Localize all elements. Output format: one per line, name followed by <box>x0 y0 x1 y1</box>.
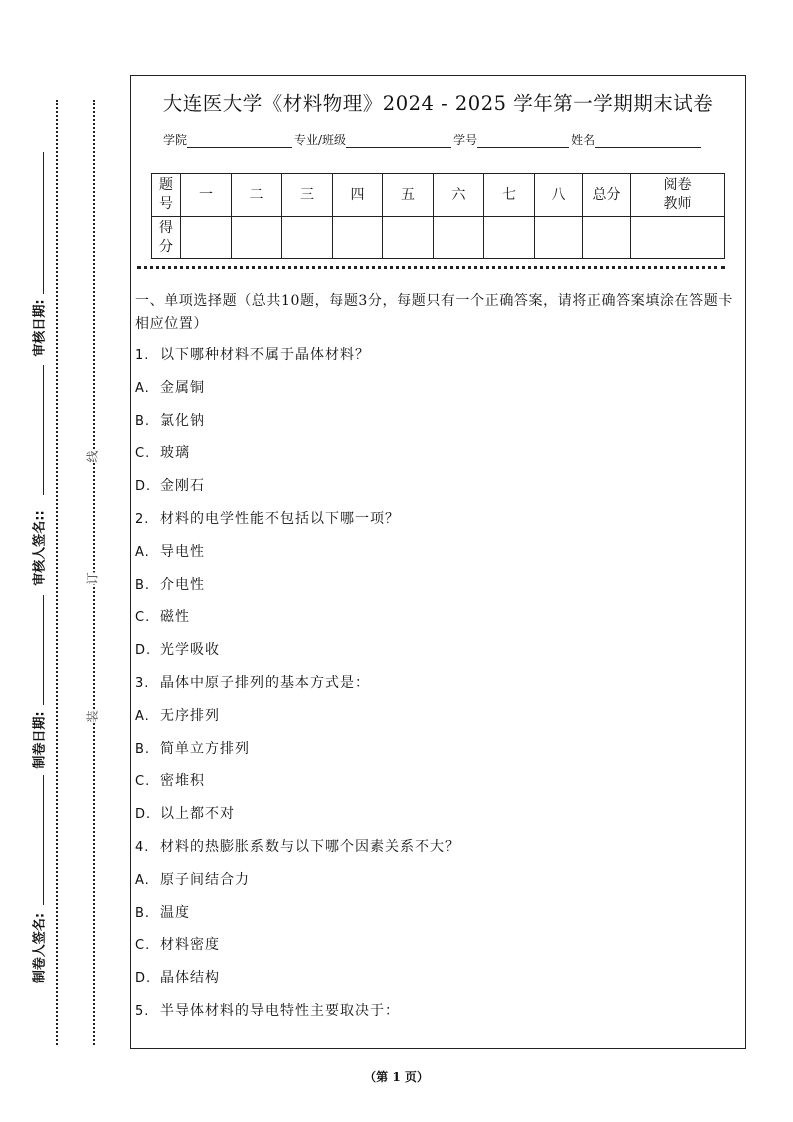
item-number: A. <box>135 872 150 888</box>
item-text: 磁性 <box>160 609 190 626</box>
column-header: 三 <box>282 174 333 217</box>
answer-option <box>135 640 735 673</box>
answer-option <box>135 771 735 804</box>
question-section <box>135 290 735 1034</box>
binding-mark-bind: 装 <box>85 710 100 723</box>
item-text: 导电性 <box>160 543 205 560</box>
page-number: （第 1 页） <box>364 1070 429 1084</box>
question-stem <box>135 673 735 706</box>
column-header: 一 <box>181 174 232 217</box>
item-text: 密堆积 <box>160 773 205 790</box>
item-number: 2. <box>135 511 150 527</box>
item-text: 氯化钠 <box>160 412 205 429</box>
question-stem <box>135 509 735 542</box>
item-text: 晶体结构 <box>160 970 220 987</box>
section-heading: 一、单项选择题（总共10题，每题3分，每题只有一个正确答案，请将正确答案填涂在答题卡相应位置） <box>135 293 733 332</box>
reviewer-sign-field[interactable] <box>43 365 44 495</box>
score-row-header: 得分 <box>152 217 181 259</box>
question-stem <box>135 1001 735 1034</box>
college-label: 学院 <box>163 133 188 147</box>
item-text: 无序排列 <box>160 707 220 724</box>
item-text: 金属铜 <box>160 379 205 396</box>
column-header: 二 <box>232 174 282 217</box>
item-number: A. <box>135 708 150 724</box>
item-number: A. <box>135 544 150 560</box>
answer-option <box>135 903 735 936</box>
column-header: 七 <box>484 174 535 217</box>
answer-option <box>135 870 735 903</box>
answer-option <box>135 968 735 1001</box>
item-text: 以下哪种材料不属于晶体材料？ <box>160 347 370 363</box>
item-number: C. <box>135 610 151 626</box>
item-text: 玻璃 <box>160 445 190 462</box>
student-id-field[interactable] <box>477 133 569 148</box>
student-info-row <box>163 131 703 148</box>
item-text: 光学吸收 <box>160 642 220 659</box>
make-date-label: 制卷日期: <box>32 711 48 769</box>
item-number: D. <box>135 971 152 987</box>
review-date-field[interactable] <box>43 152 44 294</box>
college-field[interactable] <box>187 133 292 148</box>
item-number: 3. <box>135 675 150 691</box>
score-cell[interactable] <box>333 217 383 259</box>
score-cell[interactable] <box>631 217 725 259</box>
column-header: 五 <box>383 174 434 217</box>
column-header: 六 <box>434 174 484 217</box>
answer-option <box>135 443 735 476</box>
question-stem <box>135 345 735 378</box>
answer-option <box>135 476 735 509</box>
item-number: C. <box>135 938 151 954</box>
item-text: 半导体材料的导电特性主要取决于： <box>160 1002 400 1019</box>
page-title: 大连医大学《材料物理》2024 - 2025 学年第一学期期末试卷 <box>162 92 714 115</box>
item-number: B. <box>135 577 151 593</box>
item-text: 材料的电学性能不包括以下哪一项？ <box>160 510 400 527</box>
student-id-label: 学号 <box>453 133 478 147</box>
item-text: 晶体中原子排列的基本方式是： <box>160 674 370 691</box>
make-date-field[interactable] <box>43 595 44 705</box>
item-number: C. <box>135 446 151 462</box>
maker-sign-field[interactable] <box>43 775 44 905</box>
item-text: 温度 <box>160 904 190 921</box>
answer-option <box>135 542 735 575</box>
item-number: C. <box>135 774 151 790</box>
reviewer-sign-label: 审核人签名:: <box>32 510 48 586</box>
binding-mark-line: 线 <box>85 450 100 463</box>
item-number: 5. <box>135 1003 150 1019</box>
maker-sign-label: 制卷人签名: <box>32 912 48 984</box>
binding-mark-staple: 订 <box>85 572 100 585</box>
column-header: 四 <box>333 174 383 217</box>
item-number: D. <box>135 643 152 659</box>
column-header: 总分 <box>583 174 631 217</box>
score-cell[interactable] <box>181 217 232 259</box>
score-cell[interactable] <box>282 217 333 259</box>
item-number: 4. <box>135 839 150 855</box>
score-cell[interactable] <box>535 217 583 259</box>
item-text: 材料的热膨胀系数与以下哪个因素关系不大？ <box>160 838 460 855</box>
item-text: 介电性 <box>160 576 205 593</box>
item-text: 材料密度 <box>160 937 220 954</box>
item-number: 1. <box>135 348 150 363</box>
answer-option <box>135 739 735 772</box>
name-field[interactable] <box>595 133 701 148</box>
major-field[interactable] <box>346 133 451 148</box>
question-list <box>135 345 735 1034</box>
column-header: 八 <box>535 174 583 217</box>
answer-option <box>135 575 735 608</box>
score-cell[interactable] <box>232 217 282 259</box>
column-header-grader: 阅卷教师 <box>631 174 725 217</box>
review-date-label: 审核日期: <box>32 299 48 357</box>
item-number: A. <box>135 380 150 396</box>
item-text: 简单立方排列 <box>160 740 250 757</box>
answer-option <box>135 935 735 968</box>
item-text: 以上都不对 <box>160 806 235 823</box>
question-number-header: 题号 <box>152 174 181 217</box>
answer-option <box>135 804 735 837</box>
separator-dotted-line <box>137 266 725 269</box>
item-text: 原子间结合力 <box>160 871 250 888</box>
item-number: B. <box>135 741 151 757</box>
item-number: B. <box>135 905 151 921</box>
binding-dotted-line-outer <box>56 100 58 1045</box>
answer-option <box>135 706 735 739</box>
major-label: 专业/班级 <box>294 133 347 147</box>
item-text: 金刚石 <box>160 478 205 495</box>
item-number: D. <box>135 479 152 495</box>
score-table <box>151 173 725 259</box>
item-number: D. <box>135 807 152 823</box>
answer-option <box>135 411 735 444</box>
answer-option <box>135 378 735 411</box>
item-number: B. <box>135 413 151 429</box>
question-stem <box>135 837 735 870</box>
name-label: 姓名 <box>571 133 596 147</box>
answer-option <box>135 607 735 640</box>
score-cell[interactable] <box>383 217 434 259</box>
score-cell[interactable] <box>434 217 484 259</box>
score-cell[interactable] <box>484 217 535 259</box>
score-cell[interactable] <box>583 217 631 259</box>
